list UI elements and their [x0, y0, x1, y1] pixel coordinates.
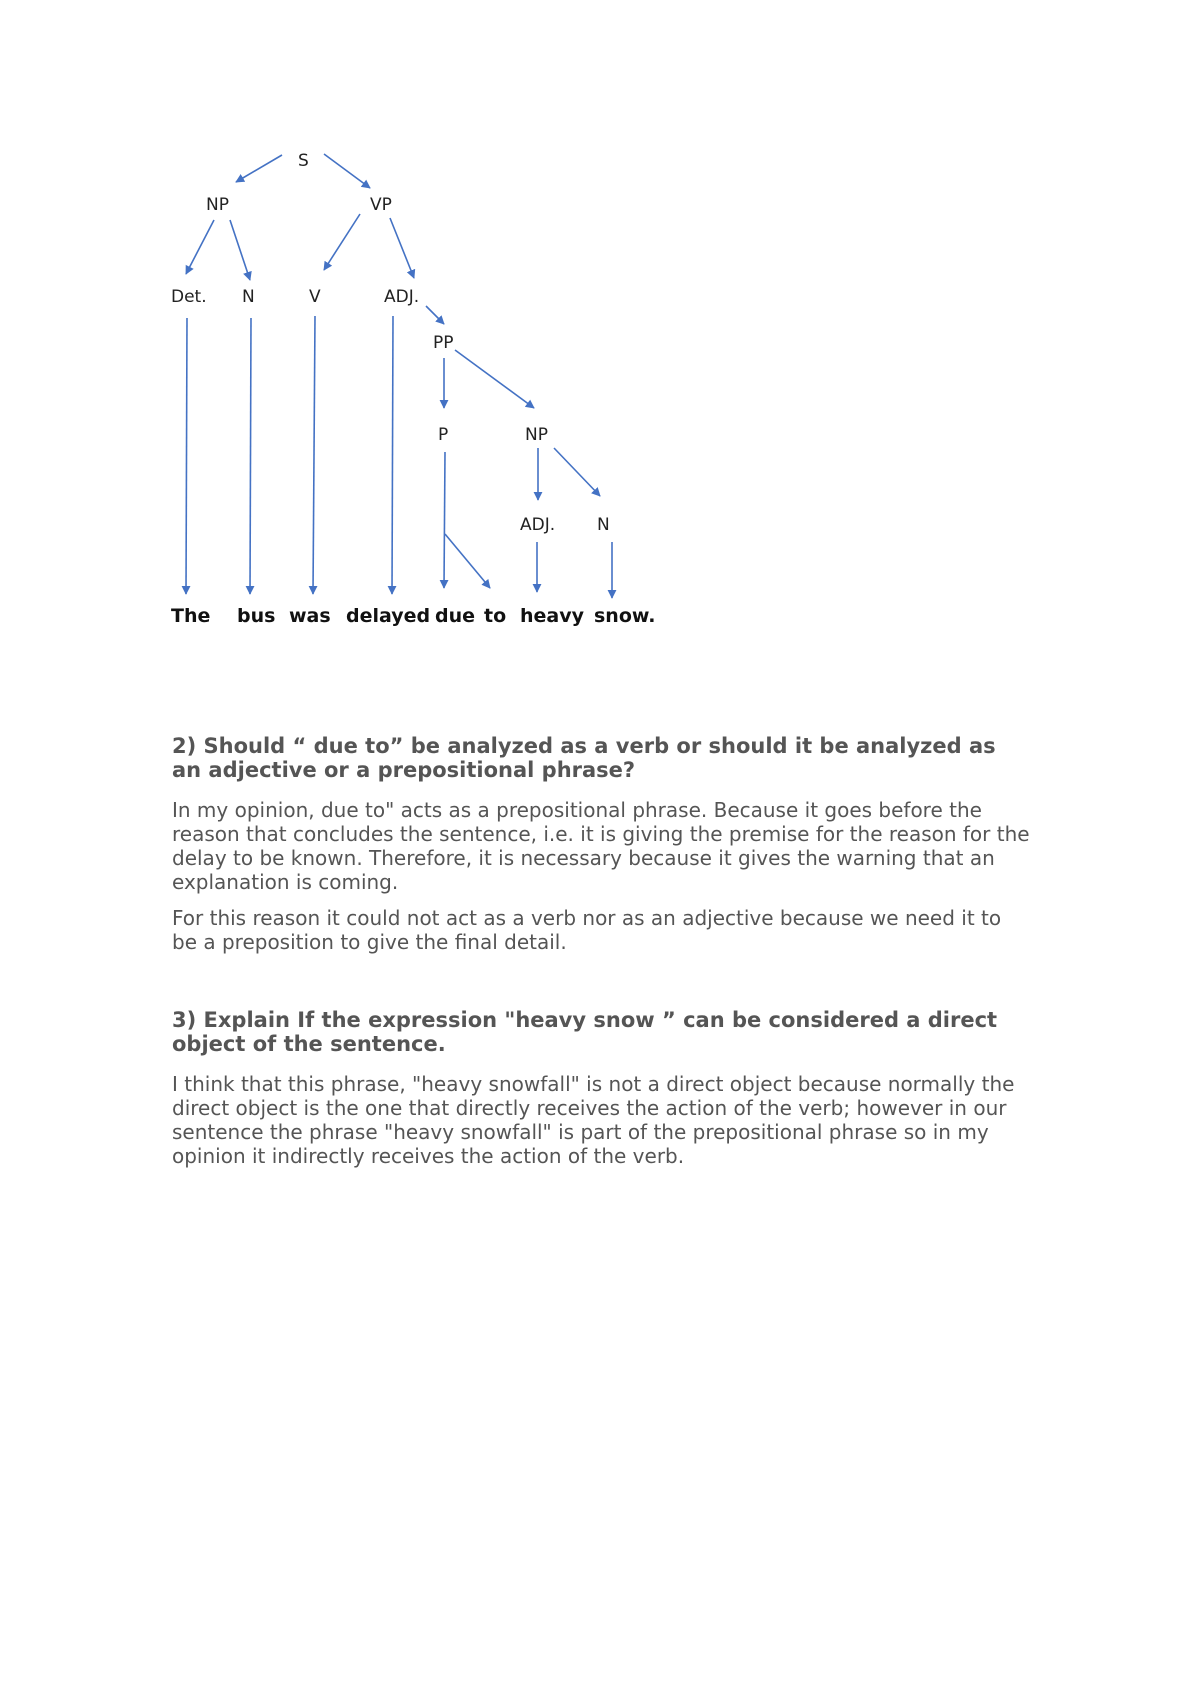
- node-p: P: [438, 425, 449, 445]
- node-adj: ADJ.: [384, 287, 420, 307]
- edge-vp-v: [324, 214, 360, 270]
- question-3-heading: 3) Explain If the expression "heavy snow ” can be considered a direct object of the sentence.: [172, 1008, 998, 1056]
- edge-np-det: [186, 220, 214, 274]
- node-s: S: [298, 151, 309, 171]
- edge-s-vp: [324, 154, 370, 188]
- word-was: was: [289, 605, 331, 627]
- edge-p-to: [445, 534, 490, 588]
- edge-n-bus: [250, 318, 251, 594]
- syntax-tree-diagram: [0, 0, 1200, 680]
- sentence-words: [171, 605, 655, 627]
- node-adj-object: ADJ.: [520, 515, 556, 535]
- question-3-section: [172, 1008, 1032, 1180]
- edge-v-was: [313, 316, 315, 594]
- question-2-paragraph-2: For this reason it could not act as a verb nor as an adjective because we need it to be a preposition to give the final detail.: [172, 906, 1002, 954]
- node-pp: PP: [433, 333, 454, 353]
- question-2-heading: 2) Should “ due to” be analyzed as a verb or should it be analyzed as an adjective or a prepositional phrase?: [172, 734, 996, 782]
- word-due: due: [435, 605, 476, 627]
- word-bus: bus: [237, 605, 276, 627]
- edge-np-n: [230, 220, 250, 280]
- node-det: Det.: [171, 287, 207, 307]
- edge-p-due: [444, 452, 445, 588]
- node-n-object: N: [597, 515, 610, 535]
- word-snow: snow.: [594, 605, 656, 627]
- edge-adj-pp: [426, 306, 444, 324]
- node-v: V: [309, 287, 321, 307]
- word-to: to: [484, 605, 507, 627]
- edge-adj-delayed: [392, 316, 393, 594]
- question-2-paragraph-1: In my opinion, due to" acts as a prepositional phrase. Because it goes before the reason that concludes the sentence, i.e. it is giving the premise for the reason for the delay to be known. Therefore, it is necessary because it gives the warning that an explanation is coming.: [172, 798, 1030, 894]
- node-np-object: NP: [525, 425, 548, 445]
- tree-node-labels: [171, 151, 610, 535]
- question-2-section: [172, 734, 1032, 966]
- word-the: The: [171, 605, 211, 627]
- edge-pp-np: [455, 350, 534, 408]
- edge-vp-adj: [390, 218, 414, 278]
- edge-det-the: [186, 318, 187, 594]
- question-3-paragraph-1: I think that this phrase, "heavy snowfall" is not a direct object because normally the direct object is the one that directly receives the action of the verb; however in our sentence the phrase "heavy snowfall" is part of the prepositional phrase so in my opinion it indirectly receives the action of the verb.: [172, 1072, 1015, 1168]
- edge-s-np: [236, 155, 282, 182]
- word-heavy: heavy: [520, 605, 585, 627]
- word-delayed: delayed: [346, 605, 431, 627]
- node-vp: VP: [370, 195, 392, 215]
- node-n: N: [242, 287, 255, 307]
- edge-np-n2: [554, 448, 600, 496]
- node-np: NP: [206, 195, 229, 215]
